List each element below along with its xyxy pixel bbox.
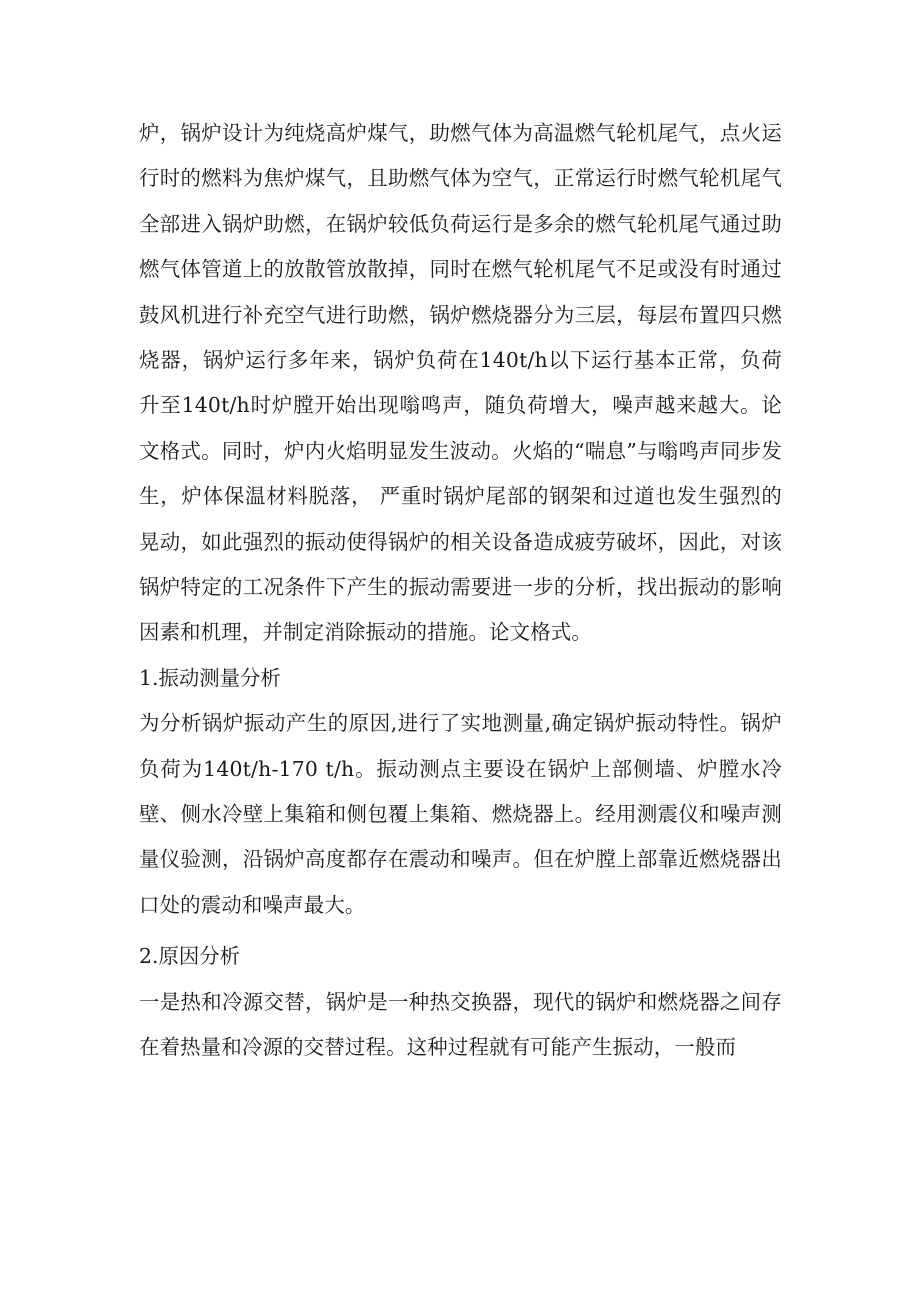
body-paragraph: 炉，锅炉设计为纯烧高炉煤气，助燃气体为高温燃气轮机尾气，点火运行时的燃料为焦炉煤气，且助燃气体为空气，正常运行时燃气轮机尾气全部进入锅炉助燃，在锅炉较低负荷运行是多余的燃气轮机尾气通过助燃气体管道上的放散管放散掉，同时在燃气轮机尾气不足或没有时通过鼓风机进行补充空气进行助燃，锅炉燃烧器分为三层，每层布置四只燃烧器，锅炉运行多年来，锅炉负荷在140t/h以下运行基本正常，负荷升至140t/h时炉膛开始出现嗡鸣声，随负荷增大，噪声越来越大。论文格式。同时，炉内火焰明显发生波动。火焰的“喘息”与嗡鸣声同步发生，炉体保温材料脱落， 严重时锅炉尾部的钢架和过道也发生强烈的晃动，如此强烈的振动使得锅炉的相关设备造成疲劳破坏，因此，对该锅炉特定的工况条件下产生的振动需要进一步的分析，找出振动的影响因素和机理，并制定消除振动的措施。论文格式。 <box>139 121 782 645</box>
document-page <box>139 111 782 1071</box>
body-paragraph: 为分析锅炉振动产生的原因,进行了实地测量,确定锅炉振动特性。锅炉负荷为140t/h-170 t/h。振动测点主要设在锅炉上部侧墙、炉膛水冷壁、侧水冷壁上集箱和侧包覆上集箱、燃烧器上。经用测震仪和噪声测量仪验测，沿锅炉高度都存在震动和噪声。但在炉膛上部靠近燃烧器出口处的震动和噪声最大。 <box>139 711 782 917</box>
section-heading: 2.原因分析 <box>139 944 241 969</box>
section-heading: 1.振动测量分析 <box>139 665 281 690</box>
body-paragraph: 一是热和冷源交替，锅炉是一种热交换器，现代的锅炉和燃烧器之间存在着热量和冷源的交替过程。这种过程就有可能产生振动，一般而 <box>139 989 782 1060</box>
